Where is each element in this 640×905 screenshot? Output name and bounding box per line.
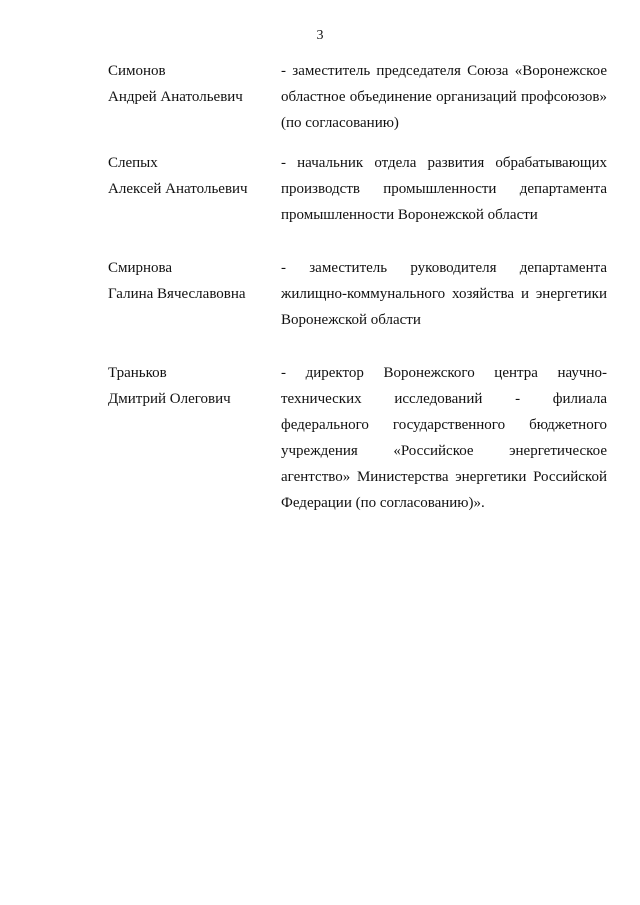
role-line: промышленности Воронежской области bbox=[281, 207, 538, 223]
role-line: областное объединение организаций профсоюзов» bbox=[281, 89, 607, 105]
member-surname: Смирнова bbox=[108, 260, 173, 276]
member-given-names: Андрей Анатольевич bbox=[108, 89, 243, 105]
role-line: производств промышленности департамента bbox=[281, 181, 607, 197]
role-line: агентство» Министерства энергетики Российской bbox=[281, 469, 607, 485]
role-line: учреждения «Российское энергетическое bbox=[281, 443, 607, 459]
role-line: жилищно-коммунального хозяйства и энергетики bbox=[281, 286, 607, 302]
role-line: Воронежской области bbox=[281, 312, 421, 328]
member-role bbox=[281, 58, 607, 136]
role-line: федерального государственного бюджетного bbox=[281, 417, 607, 433]
page-number: 3 bbox=[316, 28, 324, 43]
member-name bbox=[108, 58, 273, 110]
member-role bbox=[281, 150, 607, 228]
member-name bbox=[108, 360, 273, 412]
member-surname: Траньков bbox=[108, 365, 167, 381]
member-given-names: Галина Вячеславовна bbox=[108, 286, 246, 302]
role-line: - начальник отдела развития обрабатывающих bbox=[281, 155, 607, 171]
member-role bbox=[281, 360, 607, 516]
member-name bbox=[108, 255, 273, 307]
member-given-names: Алексей Анатольевич bbox=[108, 181, 248, 197]
member-given-names: Дмитрий Олегович bbox=[108, 391, 231, 407]
member-surname: Слепых bbox=[108, 155, 158, 171]
role-line: - заместитель председателя Союза «Воронежское bbox=[281, 63, 607, 79]
member-surname: Симонов bbox=[108, 63, 166, 79]
member-name bbox=[108, 150, 273, 202]
role-line: (по согласованию) bbox=[281, 115, 399, 131]
role-line: - заместитель руководителя департамента bbox=[281, 260, 607, 276]
role-line: Федерации (по согласованию)». bbox=[281, 495, 485, 511]
member-role bbox=[281, 255, 607, 333]
role-line: технических исследований - филиала bbox=[281, 391, 607, 407]
role-line: - директор Воронежского центра научно- bbox=[281, 365, 607, 381]
